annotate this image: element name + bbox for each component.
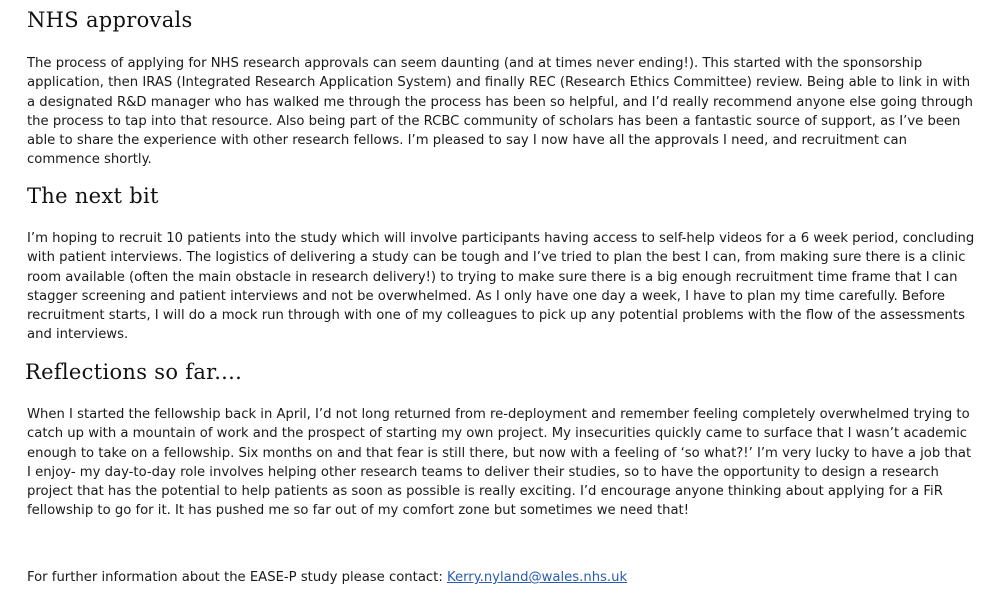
- contact-line: [27, 568, 627, 587]
- section-body-reflections: When I started the fellowship back in April, I’d not long returned from re-deployment and remember feeling completely overwhelmed trying to catch up with a mountain of work and the prospect of starting my own project. My insecurities quickly came to surface that I wasn’t academic enough to take on a fellowship. Six months on and that fear is still there, but now with a feeling of ‘so what?!’ I’m very lucky to have a job that I enjoy- my day-to-day role involves helping other research teams to deliver their studies, so to have the opportunity to design a research project that has the potential to help patients as soon as possible is really exciting. I’d encourage anyone thinking about applying for a FiR fellowship to go for it. It has pushed me so far out of my comfort zone but sometimes we need that!: [27, 407, 972, 519]
- section-heading-nhs-approvals: NHS approvals: [27, 8, 193, 32]
- section-body-nhs-approvals: The process of applying for NHS research approvals can seem daunting (and at times never ending!). This started with the sponsorship application, then IRAS (Integrated Research Application System) and finally REC (Research Ethics Committee) review. Being able to link in with a designated R&D manager who has walked me through the process has been so helpful, and I’d really recommend anyone else going through the process to tap into that resource. Also being part of the RCBC community of scholars has been a fantastic source of support, as I’ve been able to share the experience with other research fellows. I’m pleased to say I now have all the approvals I need, and recruitment can commence shortly.: [27, 56, 974, 168]
- section-heading-next-bit: The next bit: [27, 184, 159, 208]
- contact-text: For further information about the EASE-P study please contact:: [27, 570, 447, 585]
- contact-email-link[interactable]: Kerry.nyland@wales.nhs.uk: [446, 570, 628, 585]
- section-body-next-bit: I’m hoping to recruit 10 patients into the study which will involve participants having access to self-help videos for a 6 week period, concluding with patient interviews. The logistics of delivering a study can be tough and I’ve tried to plan the best I can, from making sure there is a clinic room available (often the main obstacle in research delivery!) to trying to make sure there is a big enough recruitment time frame that I can stagger screening and patient interviews and not be overwhelmed. As I only have one day a week, I have to plan my time carefully. Before recruitment starts, I will do a mock run through with one of my colleagues to pick up any potential problems with the flow of the assessments and interviews.: [27, 231, 975, 343]
- section-heading-reflections: Reflections so far....: [25, 360, 243, 384]
